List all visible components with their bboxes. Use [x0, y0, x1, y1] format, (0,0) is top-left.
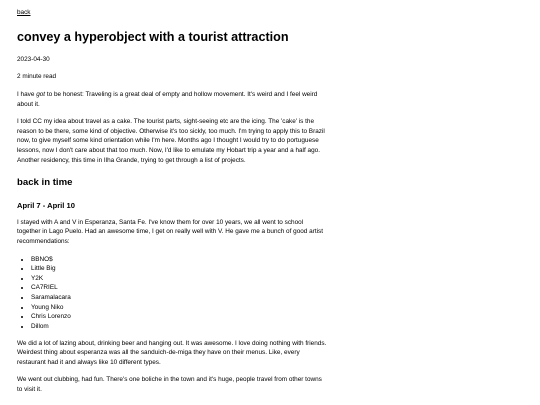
list-item: • Young Niko [31, 303, 327, 313]
read-time: 2 minute read [17, 73, 57, 81]
intro-emphasis: got [36, 90, 46, 98]
list-item: • BBNO$ [31, 255, 327, 265]
back-link[interactable]: back [17, 9, 31, 16]
section-paragraph-3: We went out clubbing, had fun. There's one boliche in the town and it's huge, people travel from other towns to visit it. [17, 376, 322, 393]
article [17, 8, 327, 403]
list-item: • Y2K [31, 274, 327, 284]
list-item: • Saramalacara [31, 293, 327, 303]
artist-list [17, 255, 327, 332]
post-title: convey a hyperobject with a tourist attraction [17, 29, 289, 44]
section-paragraph-2: We did a lot of lazing about, drinking beer and hanging out. It was awesome. I love doing nothing with friends. Weirdest thing about esperanza was all the sanduich-de-miga they have on their menus. Like, every restaurant had it and always like 10 different types. [17, 339, 327, 366]
post-date: 2023-04-30 [17, 55, 50, 63]
section-heading: back in time [17, 177, 73, 189]
intro-paragraph-2: I told CC my idea about travel as a cake. The tourist parts, sight-seeing etc are the icing. The 'cake' is the reason to be there, some kind of objective. Otherwise it's too sickly, too much. I'm trying to apply this to Brazil now, to give myself some kind orientation while I'm here. Months ago I thought I would try to do portuguese lessons, now I don't care about that too much. Now, I'd like to emulate my Hobart trip a year and a half ago. Another residency, this time in Ilha Grande, trying to get through a list of projects. [17, 118, 325, 164]
intro-paragraph-1 [17, 90, 327, 109]
list-item: • CA7RIEL [31, 283, 327, 293]
section-subheading: April 7 - April 10 [17, 200, 75, 210]
intro-text-start: I have [17, 90, 37, 98]
list-item: • Dillom [31, 322, 327, 332]
section-paragraph-1: I stayed with A and V in Esperanza, Santa Fe. I've know them for over 10 years, we all went to school together in Lago Puelo. Had an awesome time, I get on really well with V. He gave me a bunch of good artist recommendations: [17, 218, 323, 246]
list-item: • Chris Lorenzo [31, 312, 327, 322]
intro-text-end: to be honest: Traveling is a great deal of empty and hollow movement. It's weird and I feel weird about it. [17, 90, 318, 108]
list-item: • Little Big [31, 264, 327, 274]
